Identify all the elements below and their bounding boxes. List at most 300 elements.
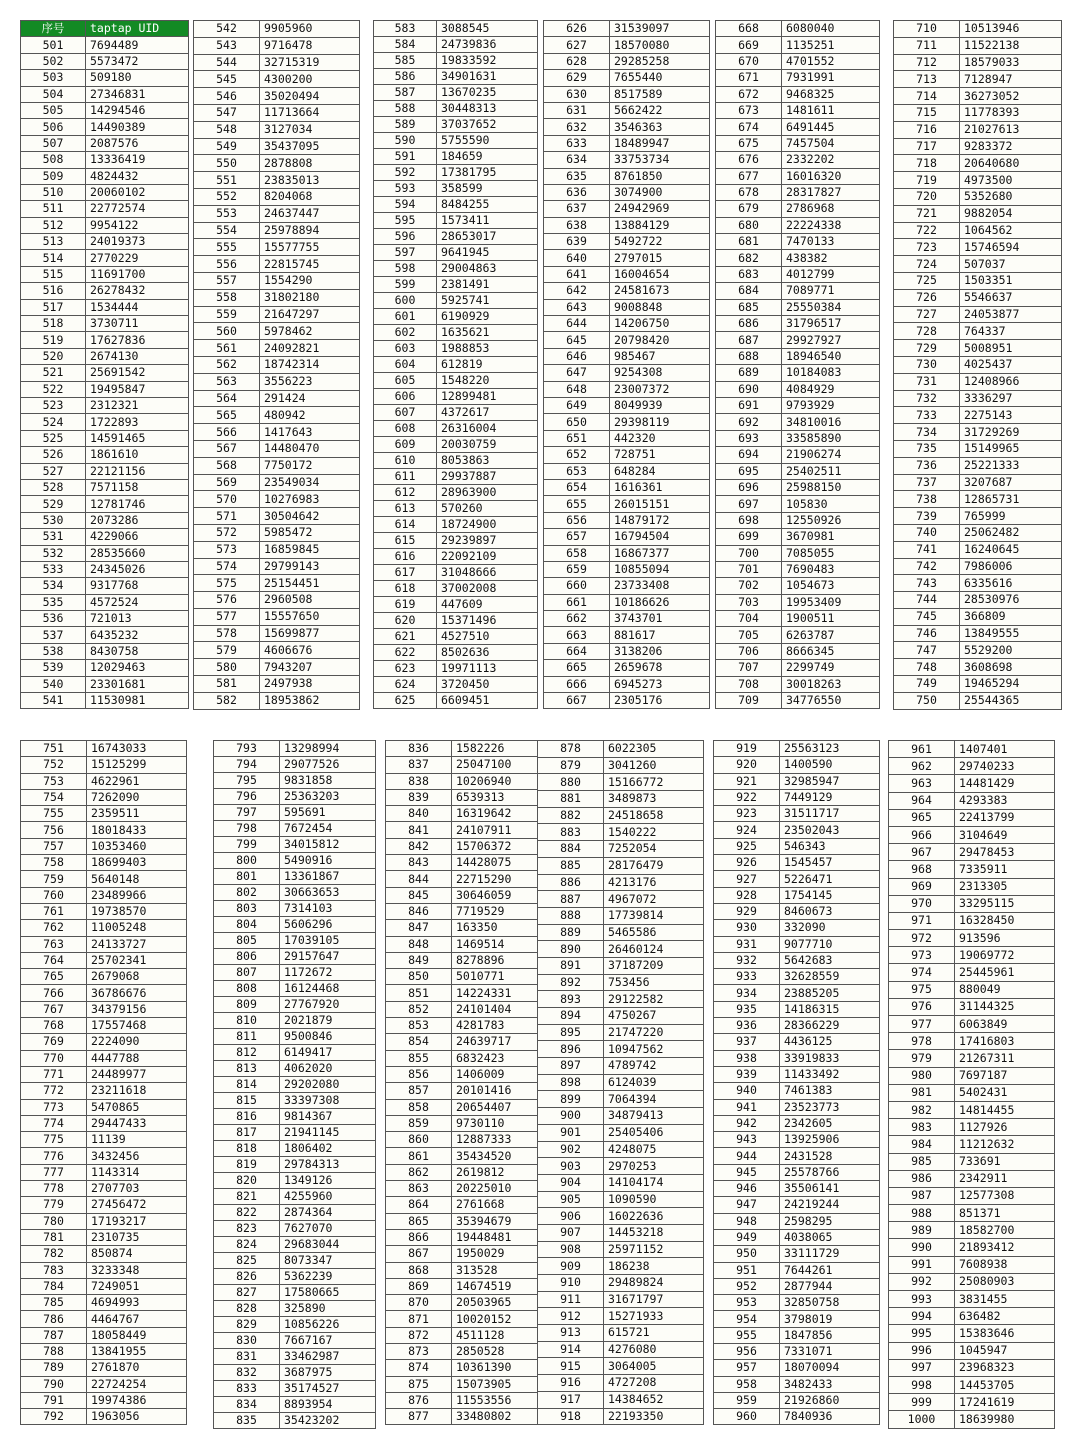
row-uid: 5492722	[610, 234, 710, 250]
row-uid: 24219244	[780, 1197, 880, 1213]
row-index: 676	[716, 152, 782, 168]
row-index: 852	[386, 1001, 452, 1017]
row-index: 634	[544, 152, 610, 168]
table-row	[889, 895, 1055, 912]
row-uid: 3730711	[86, 316, 189, 332]
row-index: 647	[544, 365, 610, 381]
row-uid: 5985472	[260, 524, 360, 541]
row-index: 517	[21, 299, 86, 315]
row-uid: 11713664	[260, 104, 360, 121]
row-index: 898	[538, 1074, 604, 1091]
row-index: 557	[194, 272, 260, 289]
row-index: 801	[214, 869, 280, 885]
row-uid: 4447788	[87, 1050, 187, 1066]
row-uid: 35434520	[452, 1148, 558, 1164]
row-uid: 18058449	[87, 1327, 187, 1343]
row-index: 506	[21, 119, 86, 135]
table-row	[386, 1099, 558, 1115]
row-uid: 19738570	[87, 903, 187, 919]
table-row	[544, 660, 710, 676]
row-uid: 636482	[955, 1308, 1055, 1325]
row-uid: 22413799	[955, 809, 1055, 826]
row-uid: 3127034	[260, 121, 360, 138]
row-uid: 29122582	[604, 991, 704, 1008]
row-index: 993	[889, 1291, 955, 1308]
row-uid: 1417643	[260, 424, 360, 441]
row-uid: 4300200	[260, 71, 360, 88]
row-index: 941	[714, 1099, 780, 1115]
table-row	[544, 21, 710, 37]
row-uid: 22815745	[260, 256, 360, 273]
row-index: 890	[538, 941, 604, 958]
row-uid: 570260	[437, 501, 538, 517]
row-index: 915	[538, 1358, 604, 1375]
row-index: 855	[386, 1050, 452, 1066]
table-row	[386, 1360, 558, 1376]
table-row	[386, 1050, 558, 1066]
row-uid: 2878808	[260, 155, 360, 172]
row-uid: 14104174	[604, 1174, 704, 1191]
row-index: 635	[544, 168, 610, 184]
table-row	[386, 789, 558, 805]
table-row	[214, 1333, 376, 1349]
table-row	[544, 250, 710, 266]
row-index: 990	[889, 1239, 955, 1256]
table-row	[894, 440, 1062, 457]
row-uid: 9077710	[780, 936, 880, 952]
table-row	[374, 133, 538, 149]
row-uid: 22715290	[452, 871, 558, 887]
row-uid: 163350	[452, 920, 558, 936]
table-row	[538, 1341, 704, 1358]
row-uid: 14814455	[955, 1101, 1055, 1118]
row-uid: 28317827	[782, 184, 880, 200]
row-uid: 7943207	[260, 659, 360, 676]
row-uid: 23523773	[780, 1099, 880, 1115]
row-index: 846	[386, 903, 452, 919]
table-row	[21, 266, 189, 282]
row-uid: 509180	[86, 70, 189, 86]
row-uid: 29398119	[610, 414, 710, 430]
row-index: 840	[386, 806, 452, 822]
table-row	[21, 102, 189, 118]
row-uid: 27767920	[280, 997, 376, 1013]
table-row	[374, 53, 538, 69]
row-index: 842	[386, 838, 452, 854]
row-index: 629	[544, 70, 610, 86]
row-index: 830	[214, 1333, 280, 1349]
table-row	[716, 627, 880, 643]
row-index: 736	[894, 457, 960, 474]
row-uid: 22121156	[86, 463, 189, 479]
row-index: 901	[538, 1124, 604, 1141]
table-row	[714, 952, 880, 968]
table-row	[21, 936, 187, 952]
table-row	[889, 741, 1055, 758]
row-uid: 7457504	[782, 135, 880, 151]
row-index: 555	[194, 239, 260, 256]
table-row	[21, 414, 189, 430]
table-row	[716, 561, 880, 577]
row-uid: 11212632	[955, 1136, 1055, 1153]
row-index: 989	[889, 1222, 955, 1239]
table-row	[386, 1164, 558, 1180]
row-index: 918	[538, 1408, 604, 1425]
table-row	[714, 920, 880, 936]
row-uid: 25544365	[960, 692, 1062, 709]
row-uid: 17739814	[604, 907, 704, 924]
table-row	[889, 1308, 1055, 1325]
row-index: 568	[194, 457, 260, 474]
table-row	[714, 887, 880, 903]
row-index: 955	[714, 1327, 780, 1343]
table-row	[214, 885, 376, 901]
row-uid: 18582700	[955, 1222, 1055, 1239]
row-index: 502	[21, 53, 86, 69]
row-index: 605	[374, 373, 437, 389]
row-uid: 1090590	[604, 1191, 704, 1208]
row-uid: 2332202	[782, 152, 880, 168]
row-index: 947	[714, 1197, 780, 1213]
table-row	[544, 365, 710, 381]
row-uid: 17039105	[280, 933, 376, 949]
row-uid: 24637447	[260, 205, 360, 222]
table-row	[386, 1034, 558, 1050]
row-index: 701	[716, 561, 782, 577]
table-row	[386, 757, 558, 773]
table-row	[716, 512, 880, 528]
table-row	[714, 969, 880, 985]
row-index: 819	[214, 1157, 280, 1173]
row-index: 695	[716, 463, 782, 479]
row-index: 956	[714, 1343, 780, 1359]
row-index: 970	[889, 895, 955, 912]
table-row	[544, 53, 710, 69]
row-index: 983	[889, 1119, 955, 1136]
row-index: 910	[538, 1275, 604, 1292]
row-index: 903	[538, 1158, 604, 1175]
row-index: 977	[889, 1016, 955, 1033]
row-index: 946	[714, 1181, 780, 1197]
table-row	[374, 549, 538, 565]
row-uid: 5573472	[86, 53, 189, 69]
table-row	[374, 325, 538, 341]
row-index: 862	[386, 1164, 452, 1180]
table-row	[386, 1018, 558, 1034]
row-uid: 851371	[955, 1205, 1055, 1222]
row-uid: 23489966	[87, 887, 187, 903]
table-row	[538, 924, 704, 941]
row-uid: 721013	[86, 611, 189, 627]
row-uid: 32715319	[260, 54, 360, 71]
row-uid: 37187209	[604, 957, 704, 974]
row-index: 521	[21, 365, 86, 381]
row-uid: 15371496	[437, 613, 538, 629]
row-index: 953	[714, 1295, 780, 1311]
row-uid: 2087576	[86, 135, 189, 151]
table-row	[214, 1253, 376, 1269]
table-row	[544, 332, 710, 348]
row-index: 751	[21, 741, 87, 757]
row-uid: 2797015	[610, 250, 710, 266]
row-index: 715	[894, 104, 960, 121]
table-row	[386, 1066, 558, 1082]
table-row	[194, 424, 360, 441]
table-row	[374, 69, 538, 85]
row-uid: 8204068	[260, 188, 360, 205]
row-index: 994	[889, 1308, 955, 1325]
row-uid: 3556223	[260, 373, 360, 390]
section1-table-1	[20, 20, 189, 709]
table-row	[544, 627, 710, 643]
table-row	[538, 991, 704, 1008]
row-index: 648	[544, 381, 610, 397]
row-index: 577	[194, 608, 260, 625]
table-row	[538, 1308, 704, 1325]
row-uid: 25445961	[955, 964, 1055, 981]
table-row	[214, 1413, 376, 1429]
table-row	[889, 912, 1055, 929]
table-row	[716, 676, 880, 692]
table-row	[889, 1067, 1055, 1084]
row-index: 716	[894, 121, 960, 138]
row-uid: 21906274	[782, 447, 880, 463]
table-row	[194, 659, 360, 676]
row-uid: 23733408	[610, 578, 710, 594]
row-uid: 2299749	[782, 660, 880, 676]
table-row	[214, 1029, 376, 1045]
row-index: 770	[21, 1050, 87, 1066]
row-index: 939	[714, 1066, 780, 1082]
table-row	[386, 838, 558, 854]
table-row	[214, 1109, 376, 1125]
row-uid: 20798420	[610, 332, 710, 348]
row-index: 587	[374, 85, 437, 101]
row-uid: 32850758	[780, 1295, 880, 1311]
row-index: 823	[214, 1221, 280, 1237]
row-uid: 24019373	[86, 234, 189, 250]
table-row	[716, 496, 880, 512]
row-uid: 7627070	[280, 1221, 376, 1237]
row-uid: 29740233	[955, 758, 1055, 775]
row-index: 730	[894, 356, 960, 373]
table-row	[716, 660, 880, 676]
row-index: 617	[374, 565, 437, 581]
table-row	[386, 1148, 558, 1164]
row-uid: 4038065	[780, 1229, 880, 1245]
table-row	[716, 545, 880, 561]
row-uid: 6263787	[782, 627, 880, 643]
row-uid: 23968323	[955, 1359, 1055, 1376]
table-row	[894, 188, 1062, 205]
row-index: 717	[894, 138, 960, 155]
row-index: 554	[194, 222, 260, 239]
row-uid: 13361867	[280, 869, 376, 885]
row-index: 623	[374, 661, 437, 677]
row-index: 885	[538, 857, 604, 874]
row-uid: 29927927	[782, 332, 880, 348]
table-row	[889, 1136, 1055, 1153]
row-index: 580	[194, 659, 260, 676]
row-index: 700	[716, 545, 782, 561]
row-index: 537	[21, 627, 86, 643]
row-index: 556	[194, 256, 260, 273]
row-index: 771	[21, 1066, 87, 1082]
table-row	[894, 239, 1062, 256]
row-index: 762	[21, 920, 87, 936]
row-uid: 18018433	[87, 822, 187, 838]
row-uid: 24345026	[86, 561, 189, 577]
table-row	[538, 841, 704, 858]
row-uid: 10353460	[87, 838, 187, 854]
table-row	[714, 1034, 880, 1050]
table-row	[544, 381, 710, 397]
row-index: 595	[374, 213, 437, 229]
row-index: 536	[21, 611, 86, 627]
table-row	[894, 21, 1062, 38]
row-index: 951	[714, 1262, 780, 1278]
row-index: 764	[21, 952, 87, 968]
section2-table-6	[888, 740, 1055, 1429]
row-index: 654	[544, 479, 610, 495]
row-uid: 35506141	[780, 1181, 880, 1197]
row-index: 566	[194, 424, 260, 441]
row-index: 835	[214, 1413, 280, 1429]
row-uid: 985467	[610, 348, 710, 364]
row-index: 992	[889, 1273, 955, 1290]
row-index: 782	[21, 1246, 87, 1262]
table-row	[716, 414, 880, 430]
row-uid: 5008951	[960, 340, 1062, 357]
row-uid: 11691700	[86, 266, 189, 282]
row-uid: 18724900	[437, 517, 538, 533]
table-row	[214, 1013, 376, 1029]
row-index: 886	[538, 874, 604, 891]
row-index: 864	[386, 1197, 452, 1213]
row-index: 677	[716, 168, 782, 184]
row-uid: 7252054	[604, 841, 704, 858]
row-index: 728	[894, 323, 960, 340]
table-row	[374, 693, 538, 709]
row-uid: 1534444	[86, 299, 189, 315]
table-row	[21, 789, 187, 805]
table-row	[214, 757, 376, 773]
table-row	[716, 594, 880, 610]
table-row	[386, 1295, 558, 1311]
row-uid: 507037	[960, 256, 1062, 273]
table-row	[544, 643, 710, 659]
row-index: 686	[716, 316, 782, 332]
row-uid: 19448481	[452, 1229, 558, 1245]
row-index: 944	[714, 1148, 780, 1164]
row-index: 809	[214, 997, 280, 1013]
row-uid: 35174527	[280, 1381, 376, 1397]
row-index: 866	[386, 1229, 452, 1245]
table-row	[374, 341, 538, 357]
row-index: 706	[716, 643, 782, 659]
row-index: 934	[714, 985, 780, 1001]
row-uid: 13298994	[280, 741, 376, 757]
row-uid: 1988853	[437, 341, 538, 357]
row-index: 761	[21, 903, 87, 919]
row-uid: 3687975	[280, 1365, 376, 1381]
row-index: 978	[889, 1033, 955, 1050]
table-row	[194, 205, 360, 222]
table-row	[21, 201, 189, 217]
table-row	[544, 414, 710, 430]
row-index: 755	[21, 806, 87, 822]
row-index: 746	[894, 625, 960, 642]
header-uid: taptap UID	[86, 21, 189, 37]
table-row	[714, 936, 880, 952]
row-index: 871	[386, 1311, 452, 1327]
row-uid: 14294546	[86, 102, 189, 118]
row-index: 611	[374, 469, 437, 485]
row-uid: 3798019	[780, 1311, 880, 1327]
table-row	[21, 86, 189, 102]
table-row	[544, 512, 710, 528]
table-row	[894, 121, 1062, 138]
row-uid: 546343	[780, 838, 880, 854]
table-row	[889, 878, 1055, 895]
table-row	[374, 197, 538, 213]
row-index: 896	[538, 1041, 604, 1058]
row-uid: 850874	[87, 1246, 187, 1262]
row-uid: 4084929	[782, 381, 880, 397]
table-row	[538, 1141, 704, 1158]
row-uid: 18946540	[782, 348, 880, 364]
table-row	[374, 453, 538, 469]
table-row	[386, 952, 558, 968]
table-row	[214, 1093, 376, 1109]
row-uid: 24092821	[260, 340, 360, 357]
table-row	[894, 575, 1062, 592]
table-row	[21, 578, 189, 594]
table-row	[716, 53, 880, 69]
table-row	[538, 1041, 704, 1058]
row-index: 630	[544, 86, 610, 102]
table-row	[714, 1099, 880, 1115]
row-uid: 10856226	[280, 1317, 376, 1333]
table-row	[194, 172, 360, 189]
table-row	[538, 1224, 704, 1241]
table-row	[21, 184, 189, 200]
row-index: 878	[538, 741, 604, 758]
table-row	[374, 181, 538, 197]
row-uid: 4276080	[604, 1341, 704, 1358]
row-uid: 6149417	[280, 1045, 376, 1061]
table-row	[544, 693, 710, 709]
row-uid: 5755590	[437, 133, 538, 149]
row-uid: 31539097	[610, 21, 710, 37]
row-index: 899	[538, 1091, 604, 1108]
table-row	[894, 205, 1062, 222]
row-index: 861	[386, 1148, 452, 1164]
row-uid: 1481611	[782, 102, 880, 118]
row-index: 681	[716, 234, 782, 250]
table-row	[714, 1050, 880, 1066]
section1-table-2	[193, 20, 360, 710]
table-row	[894, 289, 1062, 306]
row-uid: 7840936	[780, 1409, 880, 1425]
row-uid: 21893412	[955, 1239, 1055, 1256]
row-index: 616	[374, 549, 437, 565]
row-uid: 24581673	[610, 283, 710, 299]
row-index: 533	[21, 561, 86, 577]
row-uid: 22224338	[782, 217, 880, 233]
row-index: 593	[374, 181, 437, 197]
row-uid: 7461383	[780, 1083, 880, 1099]
